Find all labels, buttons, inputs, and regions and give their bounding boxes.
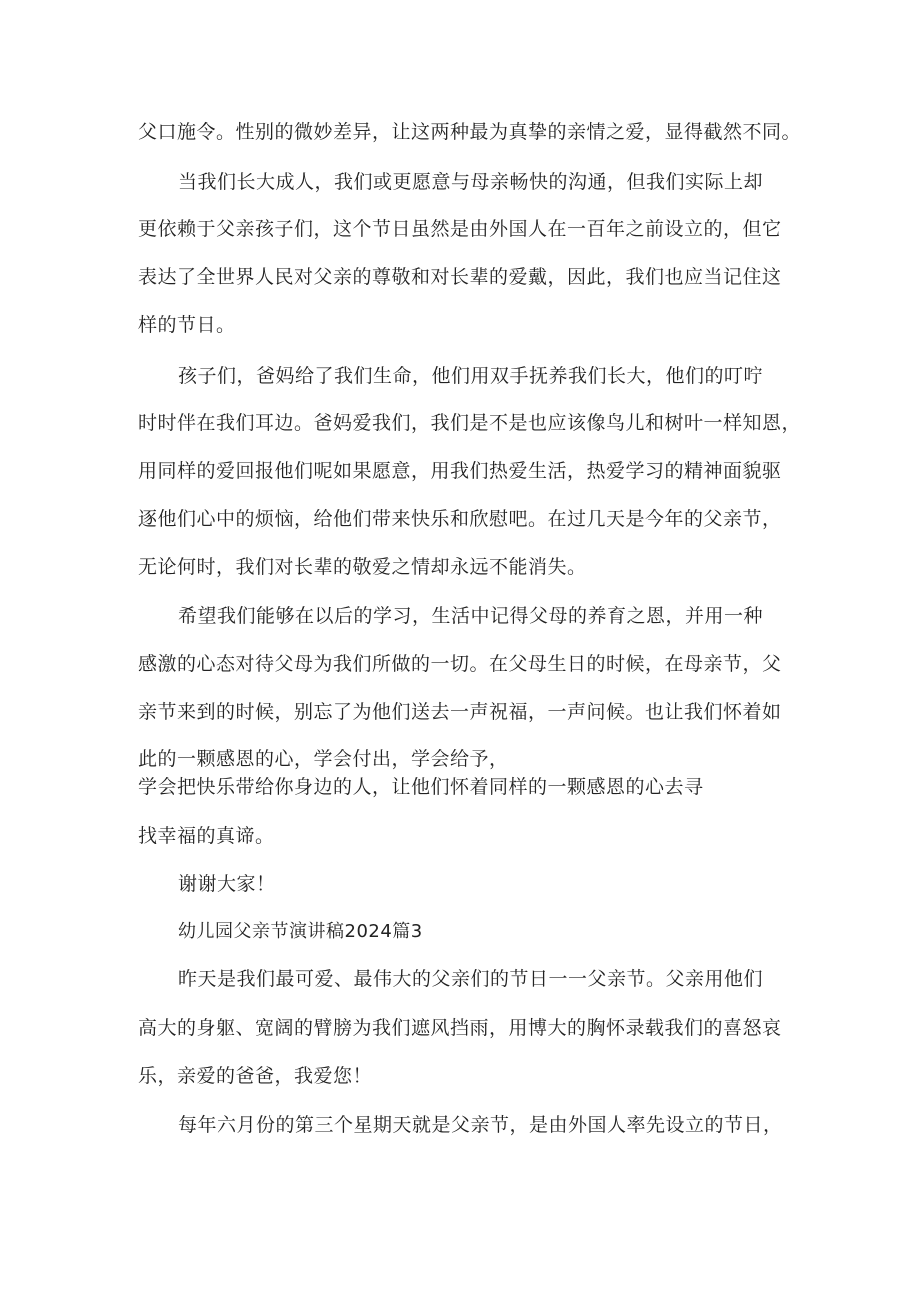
text-line: 无论何时，我们对长辈的敬爱之情却永远不能消失。 [138, 556, 587, 578]
text-line: 亲节来到的时候，别忘了为他们送去一声祝福，一声问候。也让我们怀着如 [138, 701, 782, 723]
paragraph-first-line: 每年六月份的第三个星期天就是父亲节，是由外国人率先设立的节日， [178, 1114, 783, 1136]
text-line: 时时伴在我们耳边。爸妈爱我们，我们是不是也应该像鸟儿和树叶一样知恩， [138, 412, 802, 434]
text-line: 表达了全世界人民对父亲的尊敬和对长辈的爱戴，因此，我们也应当记住这 [138, 266, 782, 288]
text-line: 感激的心态对待父母为我们所做的一切。在父母生日的时候，在母亲节，父 [138, 653, 782, 675]
paragraph-first-line: 孩子们，爸妈给了我们生命，他们用双手抚养我们长大，他们的叮咛 [178, 365, 764, 387]
paragraph-first-line: 昨天是我们最可爱、最伟大的父亲们的节日一一父亲节。父亲用他们 [178, 968, 764, 990]
paragraph-first-line: 希望我们能够在以后的学习，生活中记得父母的养育之恩，并用一种 [178, 605, 764, 627]
text-line: 用同样的爱回报他们呢如果愿意，用我们热爱生活，热爱学习的精神面貌驱 [138, 460, 782, 482]
text-line: 高大的身躯、宽阔的臂膀为我们遮风挡雨，用博大的胸怀录载我们的喜怒哀 [138, 1017, 782, 1039]
text-line: 样的节日。 [138, 314, 236, 336]
section-heading: 幼儿园父亲节演讲稿2024篇3 [178, 921, 423, 942]
text-line: 乐，亲爱的爸爸，我爱您！ [138, 1065, 373, 1087]
text-line: 找幸福的真谛。 [138, 825, 275, 847]
closing-line: 谢谢大家！ [178, 873, 276, 895]
text-line: 父口施令。性别的微妙差异，让这两种最为真挚的亲情之爱，显得截然不同。 [138, 121, 802, 143]
text-line: 更依赖于父亲孩子们，这个节日虽然是由外国人在一百年之前设立的，但它 [138, 218, 782, 240]
text-line: 此的一颗感恩的心，学会付出，学会给予， [138, 748, 509, 770]
text-line: 逐他们心中的烦恼，给他们带来快乐和欣慰吧。在过几天是今年的父亲节， [138, 508, 782, 530]
paragraph-first-line: 当我们长大成人，我们或更愿意与母亲畅快的沟通，但我们实际上却 [178, 171, 764, 193]
text-line: 学会把快乐带给你身边的人，让他们怀着同样的一颗感恩的心去寻 [138, 776, 704, 798]
